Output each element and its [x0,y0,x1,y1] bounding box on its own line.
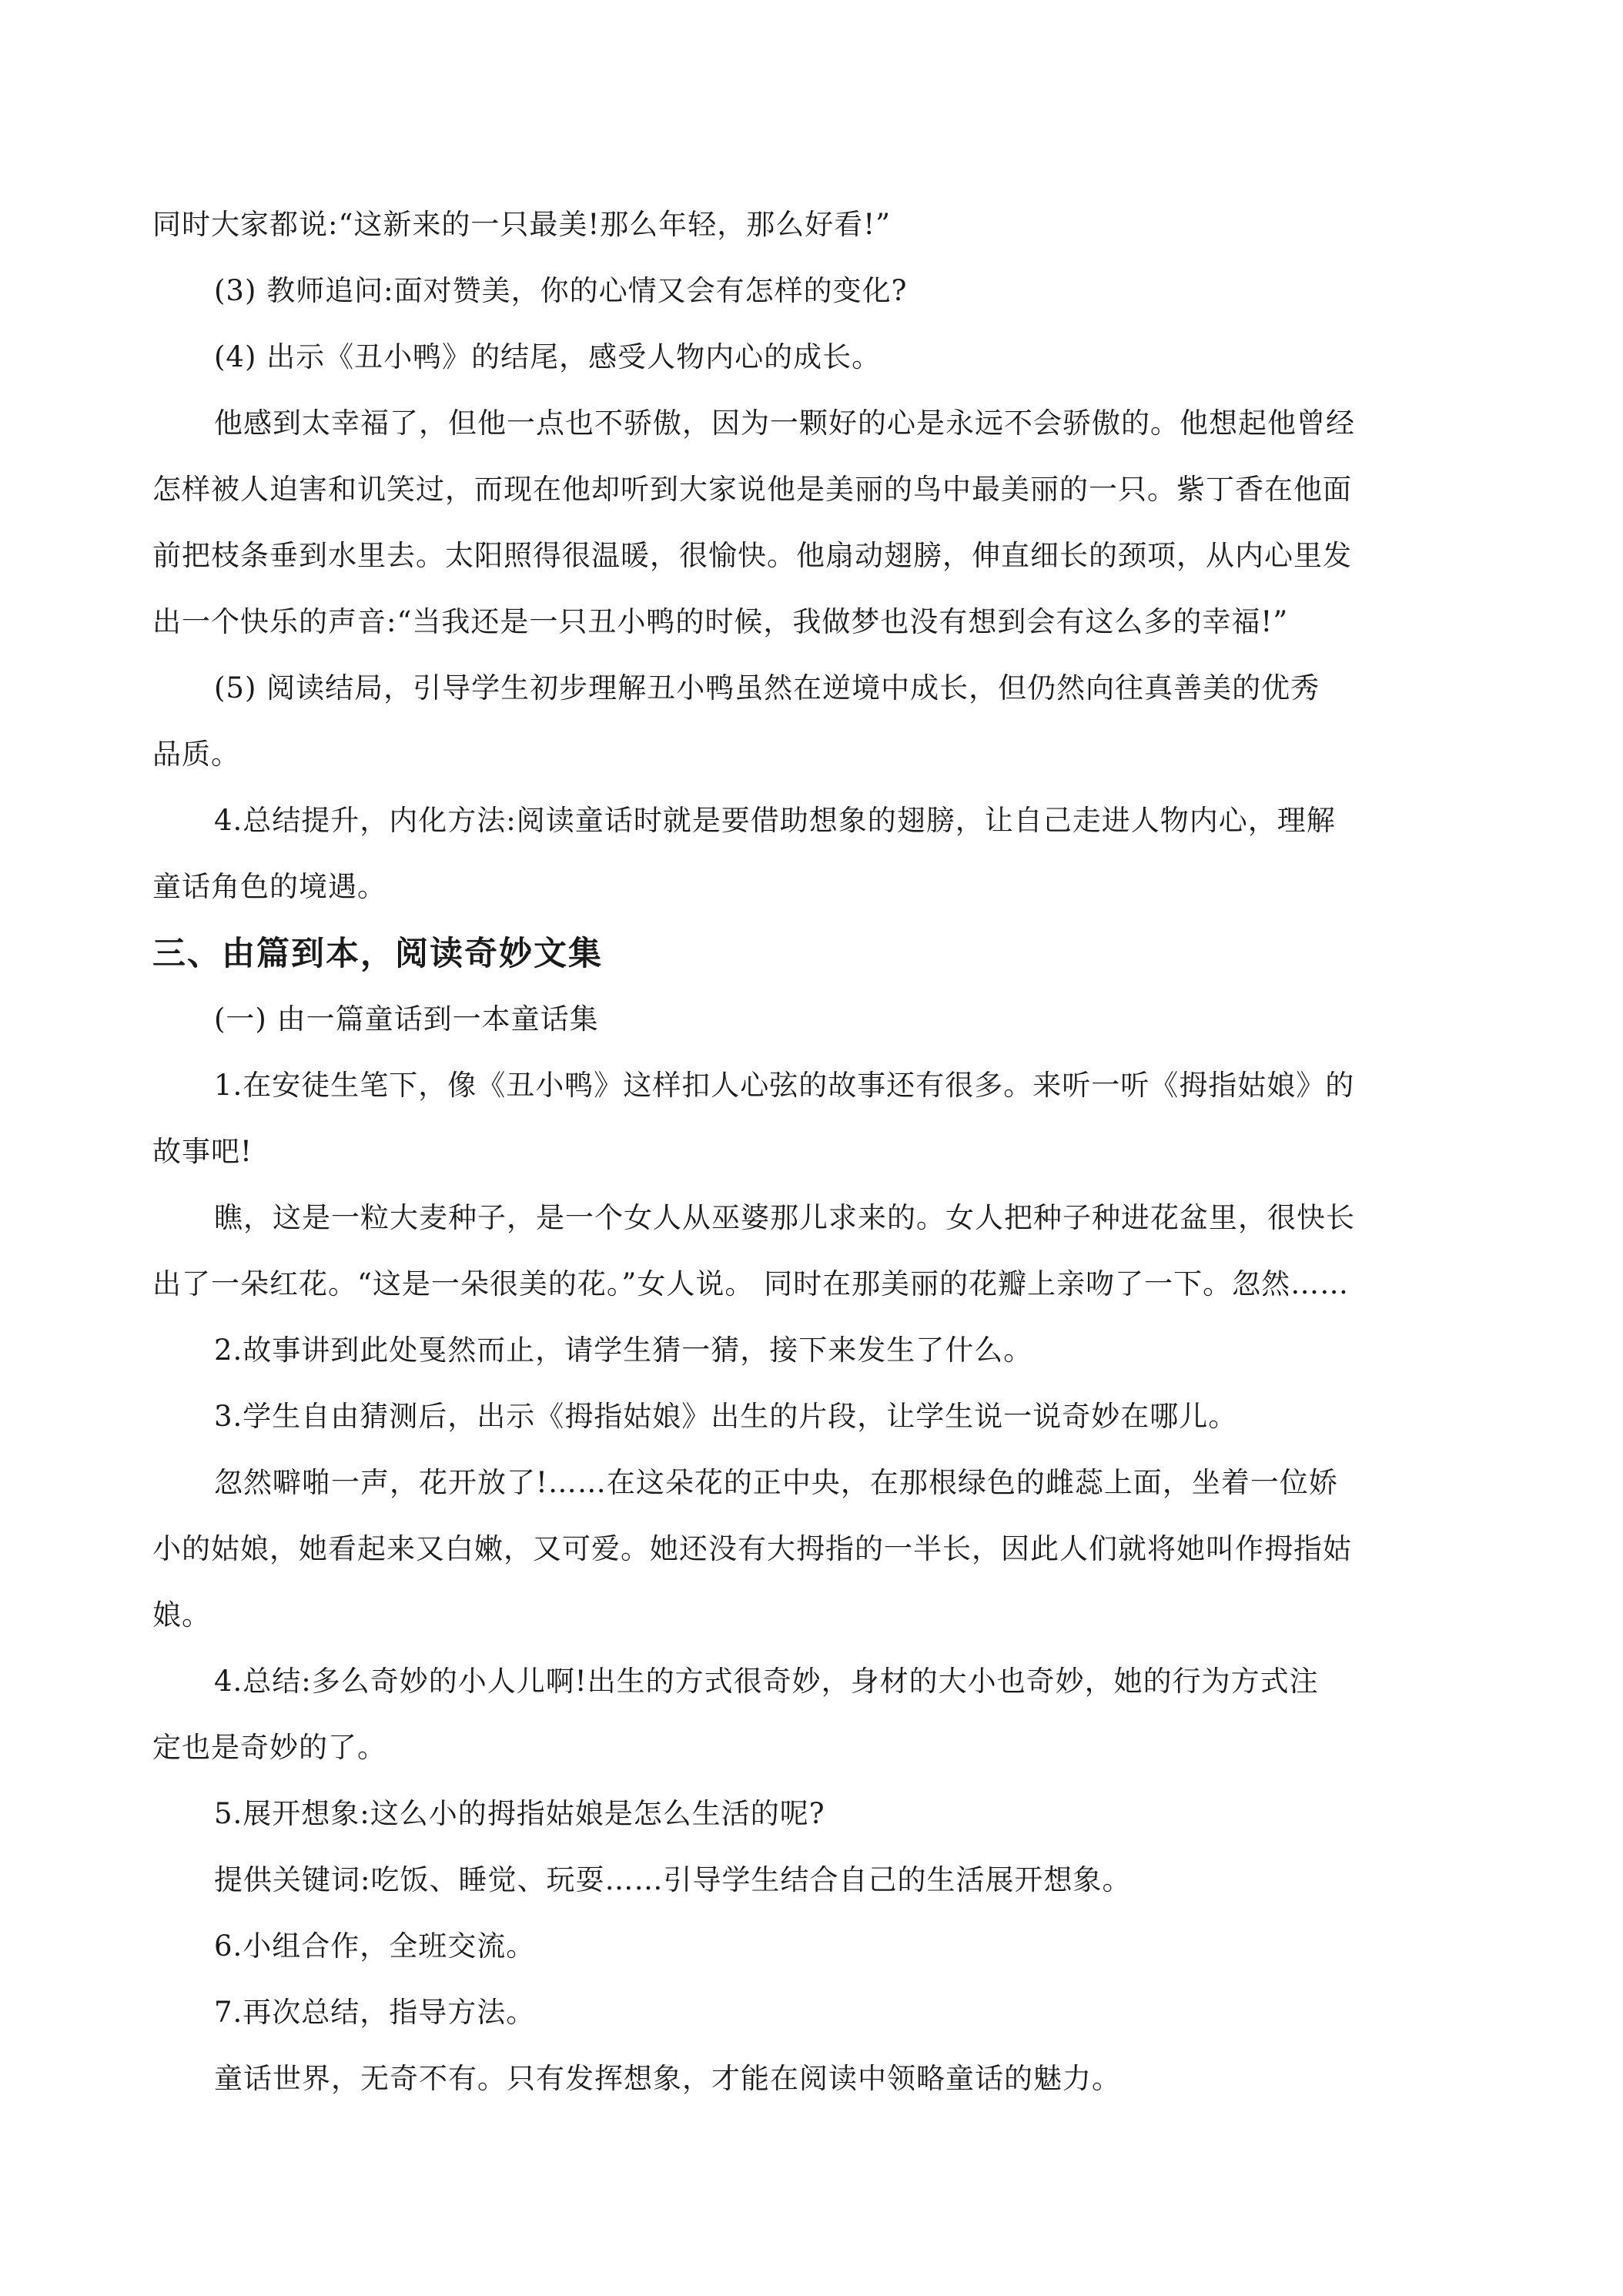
list-item-line: 4.总结:多么奇妙的小人儿啊!出生的方式很奇妙，身材的大小也奇妙，她的行为方式注 [214,1665,1319,1698]
section-heading: 三、由篇到本，阅读奇妙文集 [152,935,603,973]
quoted-passage-line: 忽然噼啪一声，花开放了!……在这朵花的正中央，在那根绿色的雌蕊上面，坐着一位娇 [214,1466,1338,1499]
list-item-line: 1.在安徒生笔下，像《丑小鸭》这样扣人心弦的故事还有很多。来听一听《拇指姑娘》的 [214,1069,1355,1102]
list-item-line: 5.展开想象:这么小的拇指姑娘是怎么生活的呢? [214,1797,825,1830]
paragraph-line: 童话世界，无奇不有。只有发挥想象，才能在阅读中领略童话的魅力。 [214,2062,1121,2095]
quoted-passage-line: 他感到太幸福了，但他一点也不骄傲，因为一颗好的心是永远不会骄傲的。他想起他曾经 [214,407,1355,440]
quoted-passage-line: 怎样被人迫害和讥笑过，而现在他却听到大家说他是美丽的鸟中最美丽的一只。紫丁香在他面 [152,473,1352,506]
list-item-line: 童话角色的境遇。 [152,870,387,903]
list-item-line: 品质。 [152,738,240,771]
list-item-line: 6.小组合作，全班交流。 [214,1930,536,1963]
list-item-line: 3.学生自由猜测后，出示《拇指姑娘》出生的片段，让学生说一说奇妙在哪儿。 [214,1400,1238,1433]
paragraph-line: 提供关键词:吃饭、睡觉、玩耍……引导学生结合自己的生活展开想象。 [214,1863,1132,1896]
quoted-passage-line: 出一个快乐的声音:“当我还是一只丑小鸭的时候，我做梦也没有想到会有这么多的幸福!” [152,605,1289,638]
quoted-passage-line: 小的姑娘，她看起来又白嫩，又可爱。她还没有大拇指的一半长，因此人们就将她叫作拇指姑 [152,1532,1352,1565]
quoted-passage-line: 前把枝条垂到水里去。太阳照得很温暖，很愉快。他扇动翅膀，伸直细长的颈项，从内心里发 [152,539,1352,572]
list-item-line: 2.故事讲到此处戛然而止，请学生猜一猜，接下来发生了什么。 [214,1334,1033,1367]
list-item-line: 7.再次总结，指导方法。 [214,1996,536,2029]
quoted-passage-line: 瞧，这是一粒大麦种子，是一个女人从巫婆那儿求来的。女人把种子种进花盆里，很快长 [214,1201,1355,1234]
quoted-passage-line: 出了一朵红花。“这是一朵很美的花。”女人说。 同时在那美丽的花瓣上亲吻了一下。忽然…… [152,1267,1350,1300]
list-item-line: (4) 出示《丑小鸭》的结尾，感受人物内心的成长。 [214,340,882,373]
subsection-heading: (一) 由一篇童话到一本童话集 [214,1002,599,1036]
quoted-passage-line: 娘。 [152,1598,211,1632]
list-item-line: 4.总结提升，内化方法:阅读童话时就是要借助想象的翅膀，让自己走进人物内心，理解 [214,804,1336,837]
list-item-line: (3) 教师追问:面对赞美，你的心情又会有怎样的变化? [214,274,908,307]
list-item-line: 故事吧! [152,1135,253,1168]
list-item-line: 定也是奇妙的了。 [152,1731,387,1764]
paragraph-line: 同时大家都说:“这新来的一只最美!那么年轻，那么好看!” [152,208,892,241]
list-item-line: (5) 阅读结局，引导学生初步理解丑小鸭虽然在逆境中成长，但仍然向往真善美的优秀 [214,671,1320,705]
